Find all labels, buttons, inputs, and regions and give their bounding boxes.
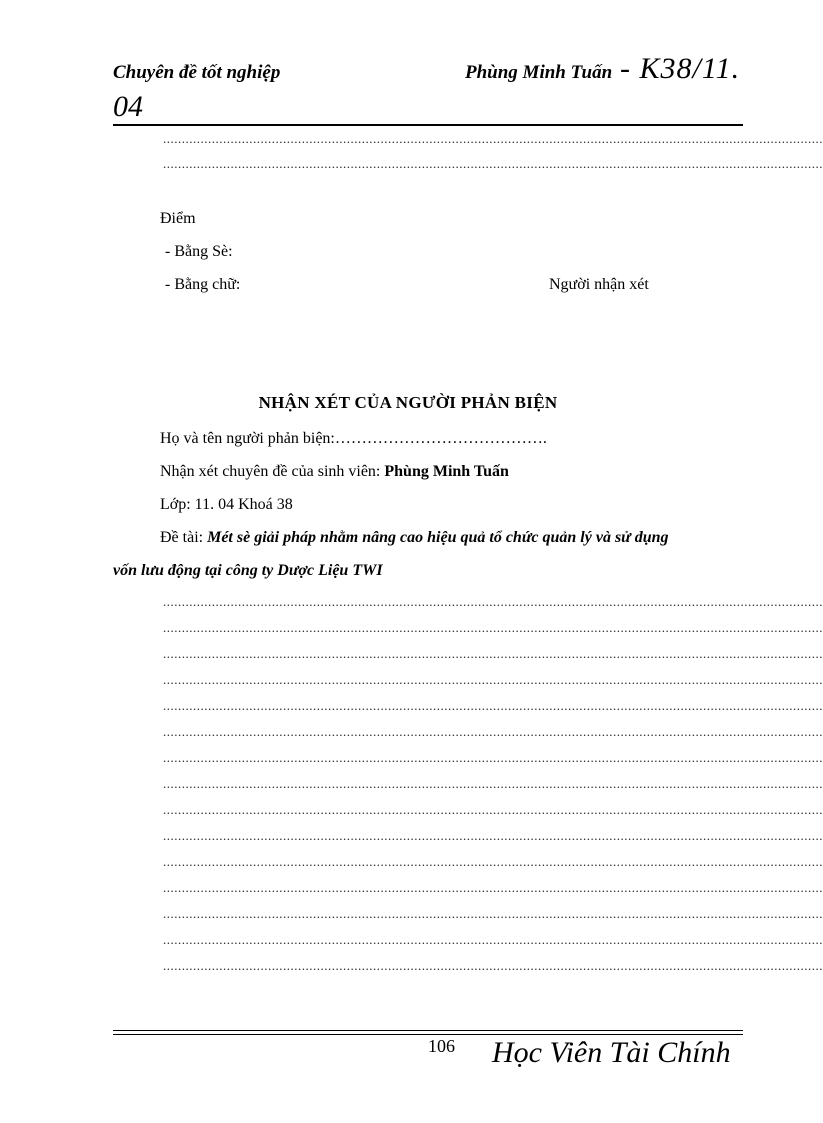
- topic-title-line1: Mét sè giải pháp nhằm nâng cao hiệu quả tổ chức quản lý và sử dụng: [207, 529, 669, 546]
- footer-institution: Học Viên Tài Chính: [492, 1036, 731, 1069]
- reviewer-signature-label: Người nhận xét: [549, 276, 649, 293]
- header-class-code: - K38/11.: [620, 52, 741, 85]
- dotted-line: ................................................................................................................................................................................: [163, 932, 823, 947]
- dotted-line: ................................................................................................................................................................................: [163, 594, 823, 609]
- dotted-line: ................................................................................................................................................................................: [163, 672, 823, 687]
- dotted-line: ................................................................................................................................................................................: [163, 156, 823, 171]
- comment-label: Nhận xét chuyên đề của sinh viên:: [160, 463, 385, 480]
- header-class-code-continued: 04: [113, 90, 143, 123]
- header-rule: [113, 124, 743, 126]
- student-comment-line: [160, 463, 509, 481]
- reviewer-name-field: Họ và tên người phản biện:………………………………….: [160, 430, 547, 447]
- dotted-line: ................................................................................................................................................................................: [163, 828, 823, 843]
- header-author: Phùng Minh Tuấn: [465, 62, 613, 83]
- class-info: Lớp: 11. 04 Khoá 38: [160, 496, 293, 513]
- header-doc-type: Chuyên đề tốt nghiệp: [113, 62, 281, 83]
- dotted-line: ................................................................................................................................................................................: [163, 698, 823, 713]
- dotted-line: ................................................................................................................................................................................: [163, 776, 823, 791]
- topic-line: [160, 529, 669, 547]
- page-number: 106: [428, 1036, 455, 1056]
- dotted-line: ................................................................................................................................................................................: [163, 880, 823, 895]
- topic-label: Đề tài:: [160, 529, 208, 546]
- dotted-line: ................................................................................................................................................................................: [163, 131, 823, 146]
- review-title: NHẬN XÉT CỦA NGƯỜI PHẢN BIỆN: [258, 393, 558, 412]
- dotted-line: ................................................................................................................................................................................: [163, 906, 823, 921]
- dotted-line: ................................................................................................................................................................................: [163, 958, 823, 973]
- score-label: Điểm: [160, 210, 196, 227]
- student-name: Phùng Minh Tuấn: [384, 463, 509, 480]
- topic-title-line2: vốn lưu động tại công ty Dược Liệu TWI: [113, 562, 383, 579]
- score-in-words: - Bằng chữ:: [165, 276, 241, 293]
- dotted-line: ................................................................................................................................................................................: [163, 646, 823, 661]
- dotted-line: ................................................................................................................................................................................: [163, 802, 823, 817]
- score-in-numbers: - Bằng Sè:: [165, 243, 233, 260]
- footer-rule: [113, 1034, 743, 1035]
- dotted-line: ................................................................................................................................................................................: [163, 620, 823, 635]
- dotted-line: ................................................................................................................................................................................: [163, 750, 823, 765]
- dotted-line: ................................................................................................................................................................................: [163, 854, 823, 869]
- dotted-line: ................................................................................................................................................................................: [163, 724, 823, 739]
- footer-rule: [113, 1030, 743, 1031]
